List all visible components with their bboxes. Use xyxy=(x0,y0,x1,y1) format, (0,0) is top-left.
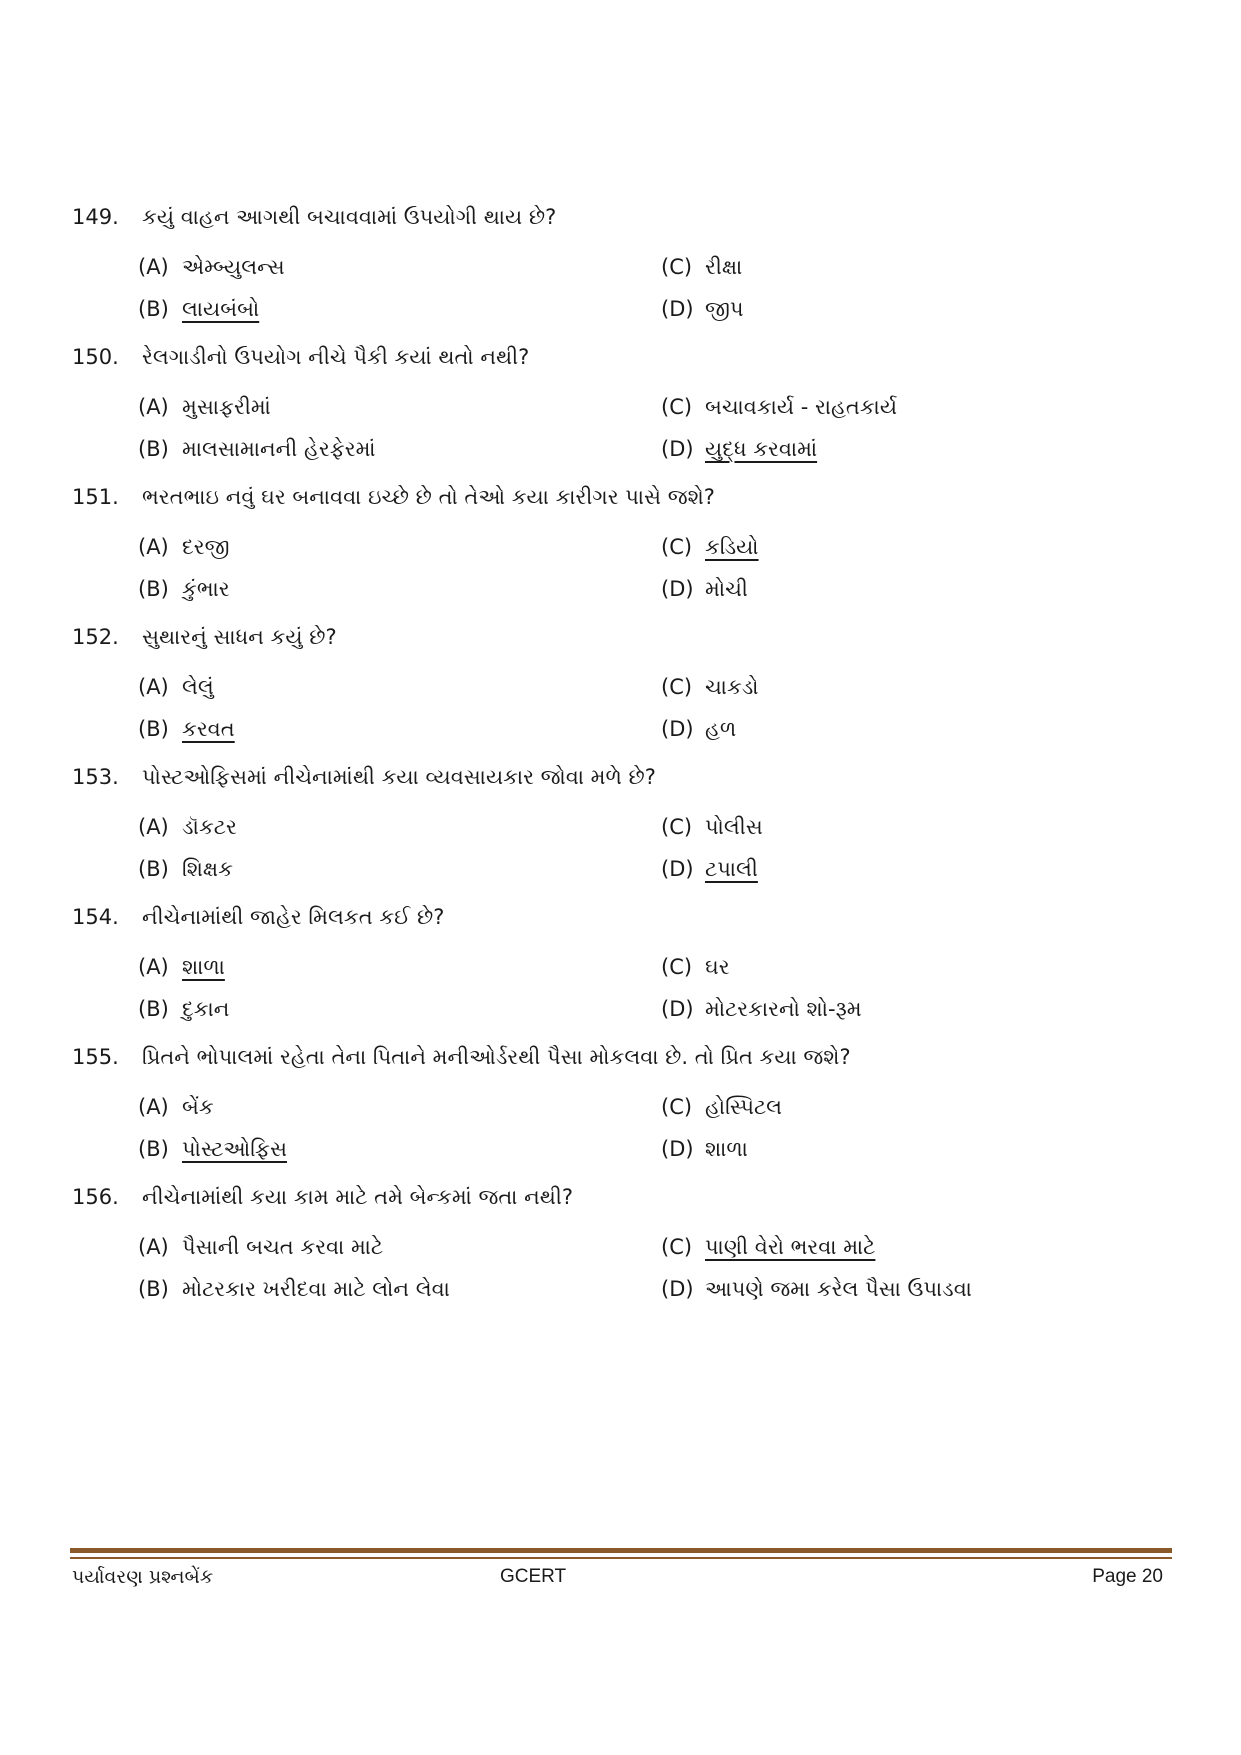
option-text: મુસાફરીમાં xyxy=(182,395,271,419)
question-line xyxy=(72,345,529,370)
option-text: લાયબંબો xyxy=(182,297,260,321)
option-label: (B) xyxy=(138,717,169,741)
option-text: મોચી xyxy=(705,577,748,601)
option-label: (C) xyxy=(661,675,693,699)
option-text: લેલું xyxy=(182,675,214,699)
option-label: (C) xyxy=(661,1095,693,1119)
question-text: પ્રિતને ભોપાલમાં રહેતા તેના પિતાને મનીઓર્ડરથી પૈસા મોકલવા છે. તો પ્રિત કયા જશે? xyxy=(142,1045,851,1069)
question-number: 154. xyxy=(72,905,119,929)
option-text: ઘર xyxy=(705,955,730,979)
question-line xyxy=(72,765,656,790)
option-text: મોટરકારનો શો-રૂમ xyxy=(705,997,862,1021)
option-text: શાળા xyxy=(705,1137,748,1161)
option-label: (D) xyxy=(661,437,694,461)
option-label: (B) xyxy=(138,437,169,461)
option-c xyxy=(661,815,763,840)
option-b-correct xyxy=(138,1137,287,1162)
option-label: (C) xyxy=(661,1235,693,1259)
option-label: (D) xyxy=(661,297,694,321)
question-number: 152. xyxy=(72,625,119,649)
option-a xyxy=(138,1095,214,1120)
option-d xyxy=(661,717,736,742)
option-a xyxy=(138,395,271,420)
option-text: ચાકડો xyxy=(705,675,759,699)
option-text: પોસ્ટઓફિસ xyxy=(182,1137,287,1161)
option-d xyxy=(661,1137,748,1162)
option-label: (A) xyxy=(138,395,169,419)
option-b xyxy=(138,1277,450,1302)
option-a xyxy=(138,535,230,560)
option-label: (A) xyxy=(138,675,169,699)
option-text: યુદ્ધ કરવામાં xyxy=(705,437,818,461)
option-a xyxy=(138,255,285,280)
option-a xyxy=(138,815,237,840)
option-label: (C) xyxy=(661,955,693,979)
question-text: નીચેનામાંથી જાહેર મિલકત કઈ છે? xyxy=(142,905,445,929)
footer-rule-thin xyxy=(70,1557,1172,1559)
question-text: નીચેનામાંથી કયા કામ માટે તમે બેન્કમાં જતા નથી? xyxy=(142,1185,573,1209)
option-label: (D) xyxy=(661,577,694,601)
option-text: પોલીસ xyxy=(705,815,763,839)
option-label: (D) xyxy=(661,857,694,881)
question-line xyxy=(72,905,444,930)
question-number: 150. xyxy=(72,345,119,369)
question-text: રેલગાડીનો ઉપયોગ નીચે પૈકી કયાં થતો નથી? xyxy=(142,345,530,369)
option-a xyxy=(138,675,214,700)
option-label: (B) xyxy=(138,997,169,1021)
option-text: દરજી xyxy=(182,535,230,559)
option-label: (B) xyxy=(138,577,169,601)
question-number: 153. xyxy=(72,765,119,789)
option-label: (C) xyxy=(661,815,693,839)
option-b-correct xyxy=(138,297,259,322)
option-label: (A) xyxy=(138,1235,169,1259)
option-label: (B) xyxy=(138,297,169,321)
option-label: (A) xyxy=(138,535,169,559)
question-number: 151. xyxy=(72,485,119,509)
footer-title: પર્યાવરણ પ્રશ્નબેંક xyxy=(72,1566,214,1588)
footer-rule-thick xyxy=(70,1548,1172,1553)
option-d-correct xyxy=(661,857,758,882)
option-text: કુંભાર xyxy=(182,577,230,601)
option-b xyxy=(138,437,376,462)
option-text: કરવત xyxy=(182,717,235,741)
option-c xyxy=(661,255,742,280)
option-text: પૈસાની બચત કરવા માટે xyxy=(182,1235,384,1259)
question-text: ભરતભાઇ નવું ઘર બનાવવા ઇચ્છે છે તો તેઓ કયા કારીગર પાસે જશે? xyxy=(142,485,715,509)
option-text: શાળા xyxy=(182,955,225,979)
option-text: બેંક xyxy=(182,1095,214,1119)
option-label: (C) xyxy=(661,395,693,419)
option-label: (C) xyxy=(661,535,693,559)
option-text: આપણે જમા કરેલ પૈસા ઉપાડવા xyxy=(705,1277,972,1301)
option-text: ડૉકટર xyxy=(182,815,237,839)
option-text: માલસામાનની હેરફેરમાં xyxy=(182,437,376,461)
option-text: કડિયો xyxy=(705,535,759,559)
option-label: (D) xyxy=(661,717,694,741)
option-text: હળ xyxy=(705,717,737,741)
option-label: (A) xyxy=(138,1095,169,1119)
option-text: ટપાલી xyxy=(705,857,758,881)
footer-publisher: GCERT xyxy=(500,1566,567,1587)
option-label: (B) xyxy=(138,857,169,881)
option-b-correct xyxy=(138,717,235,742)
option-d xyxy=(661,1277,972,1302)
page-number: Page 20 xyxy=(1092,1566,1163,1587)
option-c xyxy=(661,395,897,420)
question-line xyxy=(72,1185,573,1210)
option-c xyxy=(661,675,759,700)
option-label: (A) xyxy=(138,815,169,839)
question-text: સુથારનું સાધન કયું છે? xyxy=(142,625,337,649)
option-c xyxy=(661,1095,782,1120)
option-d xyxy=(661,297,744,322)
option-label: (B) xyxy=(138,1137,169,1161)
option-label: (D) xyxy=(661,997,694,1021)
option-text: હોસ્પિટલ xyxy=(705,1095,783,1119)
option-label: (D) xyxy=(661,1137,694,1161)
option-c-correct xyxy=(661,535,759,560)
option-b xyxy=(138,997,229,1022)
option-text: રીક્ષા xyxy=(705,255,743,279)
question-line xyxy=(72,625,337,650)
option-label: (A) xyxy=(138,255,169,279)
option-a xyxy=(138,1235,383,1260)
option-text: પાણી વેરો ભરવા માટે xyxy=(705,1235,876,1259)
option-text: દુકાન xyxy=(182,997,230,1021)
question-text: પોસ્ટઓફિસમાં નીચેનામાંથી કયા વ્યવસાયકાર જોવા મળે છે? xyxy=(142,765,656,789)
option-b xyxy=(138,577,230,602)
option-text: જીપ xyxy=(705,297,744,321)
option-a-correct xyxy=(138,955,225,980)
option-d xyxy=(661,577,748,602)
option-c xyxy=(661,955,730,980)
option-text: શિક્ષક xyxy=(182,857,234,881)
question-line xyxy=(72,1045,851,1070)
option-c-correct xyxy=(661,1235,875,1260)
option-text: મોટરકાર ખરીદવા માટે લોન લેવા xyxy=(182,1277,450,1301)
option-d-correct xyxy=(661,437,817,462)
option-d xyxy=(661,997,862,1022)
question-line xyxy=(72,205,556,230)
question-text: કયું વાહન આગથી બચાવવામાં ઉપયોગી થાય છે? xyxy=(142,205,557,229)
question-number: 156. xyxy=(72,1185,119,1209)
option-label: (A) xyxy=(138,955,169,979)
option-label: (D) xyxy=(661,1277,694,1301)
question-number: 155. xyxy=(72,1045,119,1069)
option-text: બચાવકાર્ય - રાહતકાર્ય xyxy=(705,395,898,419)
option-text: એમ્બ્યુલન્સ xyxy=(182,255,285,279)
question-line xyxy=(72,485,715,510)
option-label: (B) xyxy=(138,1277,169,1301)
question-number: 149. xyxy=(72,205,119,229)
option-label: (C) xyxy=(661,255,693,279)
option-b xyxy=(138,857,233,882)
